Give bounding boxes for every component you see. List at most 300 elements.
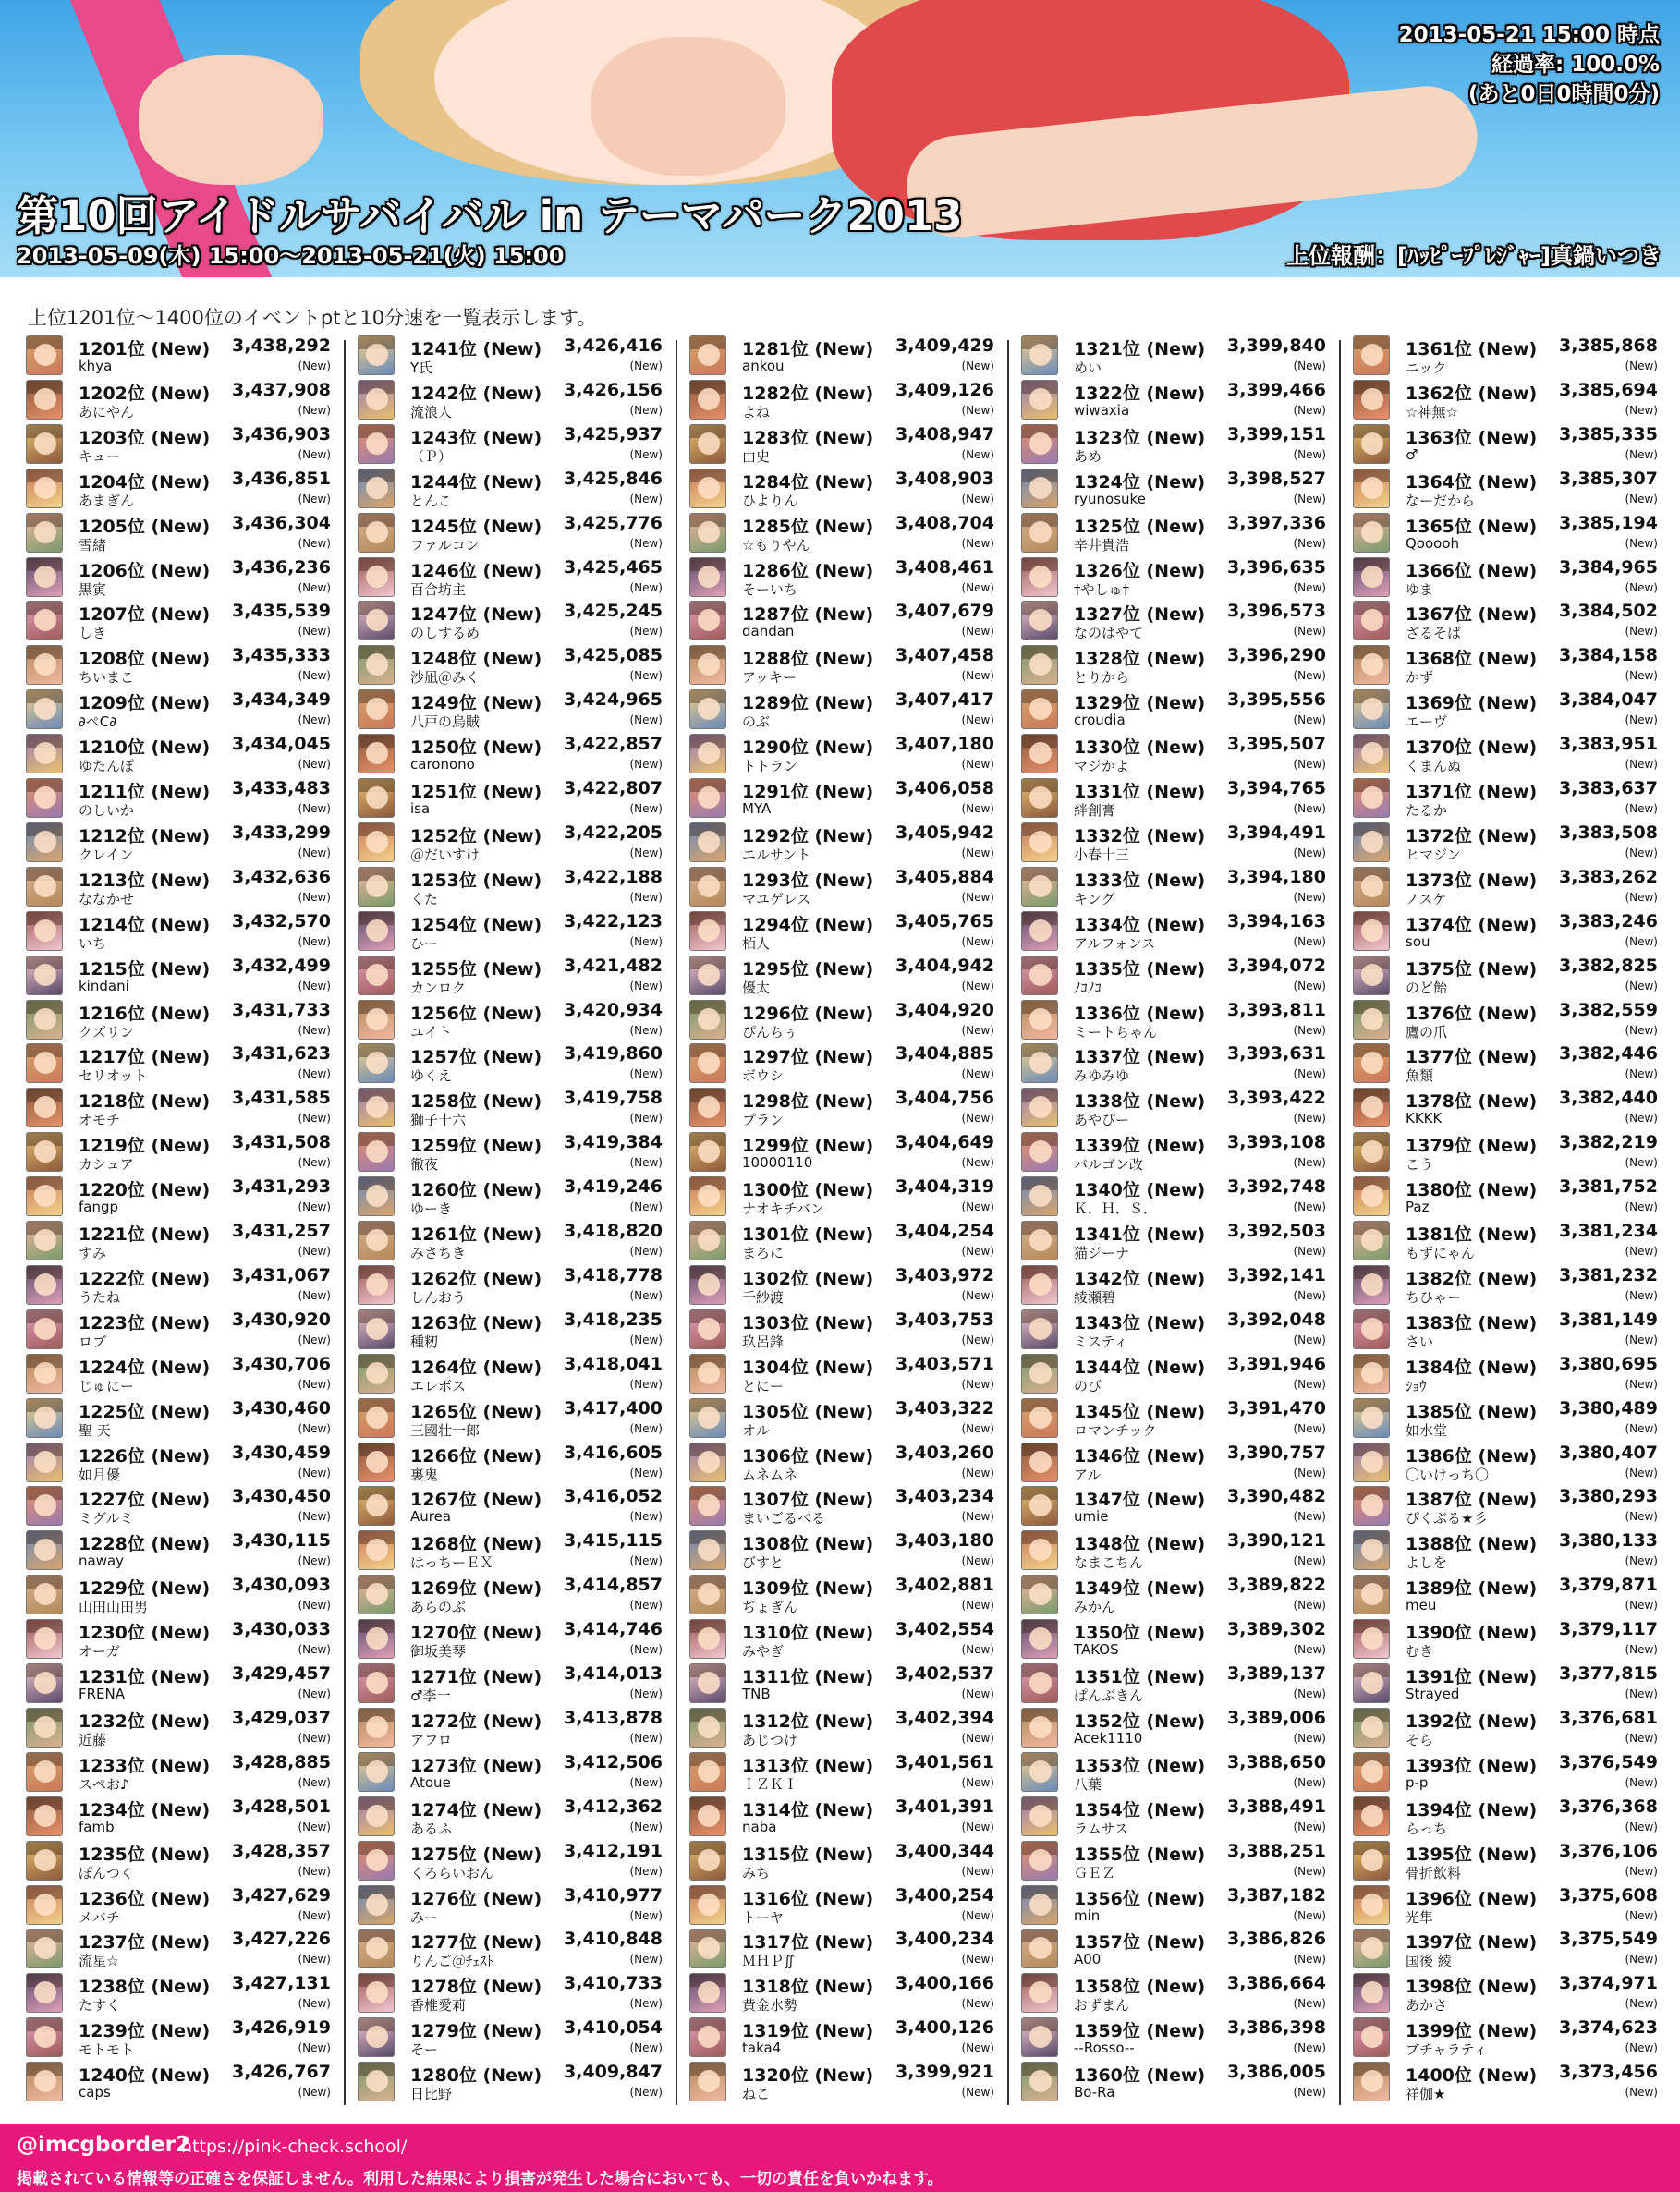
idol-avatar bbox=[26, 867, 63, 907]
player-name: Atoue bbox=[410, 1773, 451, 1791]
rank-label: 1246位 (New) bbox=[410, 560, 542, 581]
idol-avatar bbox=[1353, 1796, 1390, 1836]
event-points: 3,380,695 bbox=[1559, 1353, 1658, 1374]
event-points: 3,425,085 bbox=[564, 645, 663, 666]
ten-minute-speed: (New) bbox=[1625, 1023, 1658, 1037]
event-points: 3,382,446 bbox=[1559, 1043, 1658, 1065]
ranking-row bbox=[1017, 2059, 1330, 2103]
rank-label: 1336位 (New) bbox=[1074, 1003, 1206, 1024]
event-points: 3,436,903 bbox=[232, 423, 331, 444]
ranking-row bbox=[1017, 1794, 1330, 1838]
ranking-row bbox=[22, 1351, 335, 1395]
event-points: 3,438,292 bbox=[232, 335, 331, 356]
event-points: 3,381,232 bbox=[1559, 1264, 1658, 1285]
rank-label: 1318位 (New) bbox=[742, 1977, 874, 1998]
rank-label: 1240位 (New) bbox=[79, 2065, 211, 2087]
column-divider bbox=[344, 340, 346, 2105]
player-name: トトラン bbox=[742, 758, 798, 775]
player-name: ぢょぎん bbox=[742, 1599, 798, 1616]
rank-label: 1252位 (New) bbox=[410, 825, 542, 846]
idol-avatar bbox=[358, 1663, 395, 1703]
event-points: 3,394,765 bbox=[1227, 778, 1326, 798]
ten-minute-speed: (New) bbox=[629, 1687, 663, 1700]
rank-label: 1371位 (New) bbox=[1406, 782, 1538, 802]
ranking-row bbox=[354, 2015, 666, 2059]
ranking-row bbox=[1017, 554, 1330, 599]
event-points: 3,422,205 bbox=[564, 822, 663, 843]
ten-minute-speed: (New) bbox=[1293, 1245, 1326, 1258]
ten-minute-speed: (New) bbox=[1293, 713, 1326, 727]
rank-label: 1206位 (New) bbox=[79, 560, 211, 581]
ten-minute-speed: (New) bbox=[629, 2086, 663, 2100]
rank-label: 1255位 (New) bbox=[410, 958, 542, 980]
idol-avatar bbox=[1021, 1530, 1058, 1570]
ten-minute-speed: (New) bbox=[1625, 1288, 1658, 1302]
ten-minute-speed: (New) bbox=[961, 403, 994, 417]
rank-label: 1202位 (New) bbox=[79, 383, 211, 404]
rank-label: 1226位 (New) bbox=[79, 1445, 211, 1467]
rank-label: 1263位 (New) bbox=[410, 1312, 542, 1333]
ranking-row bbox=[22, 1661, 335, 1705]
rank-label: 1288位 (New) bbox=[742, 649, 874, 670]
idol-avatar bbox=[358, 1354, 395, 1394]
event-points: 3,393,422 bbox=[1227, 1088, 1326, 1109]
ten-minute-speed: (New) bbox=[629, 1377, 663, 1391]
ten-minute-speed: (New) bbox=[961, 1333, 994, 1346]
idol-avatar bbox=[689, 822, 726, 862]
player-name: ミートちゃん bbox=[1074, 1023, 1158, 1041]
player-name: みさちき bbox=[410, 1245, 467, 1261]
ranking-row bbox=[1349, 775, 1662, 820]
event-points: 3,394,163 bbox=[1227, 910, 1326, 932]
event-points: 3,386,398 bbox=[1227, 2017, 1326, 2039]
player-name: キュー bbox=[79, 447, 121, 465]
player-name: 聖 天 bbox=[79, 1421, 111, 1439]
idol-avatar bbox=[1021, 1973, 1058, 2013]
ranking-row bbox=[1349, 1174, 1662, 1218]
ten-minute-speed: (New) bbox=[1293, 1510, 1326, 1524]
ranking-row bbox=[354, 1838, 666, 1882]
event-points: 3,380,293 bbox=[1559, 1486, 1658, 1507]
rank-label: 1272位 (New) bbox=[410, 1711, 542, 1732]
idol-avatar bbox=[1021, 645, 1058, 685]
player-name: 日比野 bbox=[410, 2086, 453, 2103]
event-points: 3,434,045 bbox=[232, 734, 331, 755]
player-name: バルゴン改 bbox=[1074, 1156, 1144, 1174]
rank-label: 1237位 (New) bbox=[79, 1932, 211, 1954]
ten-minute-speed: (New) bbox=[1293, 1200, 1326, 1214]
rank-label: 1344位 (New) bbox=[1074, 1357, 1206, 1378]
player-name: ＠だいすけ bbox=[410, 846, 481, 863]
idol-avatar bbox=[689, 513, 726, 553]
ranking-row bbox=[1349, 1307, 1662, 1351]
ten-minute-speed: (New) bbox=[1293, 1997, 1326, 2011]
ten-minute-speed: (New) bbox=[961, 1466, 994, 1480]
event-points: 3,425,465 bbox=[564, 556, 663, 578]
ten-minute-speed: (New) bbox=[1625, 1864, 1658, 1878]
ten-minute-speed: (New) bbox=[298, 359, 331, 372]
ten-minute-speed: (New) bbox=[1625, 2041, 1658, 2055]
ranking-row bbox=[1349, 731, 1662, 775]
ranking-row bbox=[1349, 1572, 1662, 1616]
rank-label: 1286位 (New) bbox=[742, 560, 874, 581]
idol-avatar bbox=[26, 689, 63, 729]
idol-avatar bbox=[689, 645, 726, 685]
player-name: キング bbox=[1074, 890, 1115, 907]
event-points: 3,375,549 bbox=[1559, 1929, 1658, 1950]
ten-minute-speed: (New) bbox=[961, 1288, 994, 1302]
ranking-row bbox=[686, 333, 998, 377]
event-points: 3,374,971 bbox=[1559, 1973, 1658, 1994]
ranking-row bbox=[686, 510, 998, 554]
ranking-row bbox=[22, 1616, 335, 1661]
rank-label: 1260位 (New) bbox=[410, 1180, 542, 1201]
ranking-row bbox=[686, 1440, 998, 1484]
event-points: 3,379,871 bbox=[1559, 1575, 1658, 1596]
ten-minute-speed: (New) bbox=[1293, 1288, 1326, 1302]
event-points: 3,393,108 bbox=[1227, 1132, 1326, 1153]
event-points: 3,384,502 bbox=[1559, 601, 1658, 622]
rank-label: 1233位 (New) bbox=[79, 1755, 211, 1776]
idol-avatar bbox=[358, 1708, 395, 1748]
rank-label: 1301位 (New) bbox=[742, 1224, 874, 1245]
event-points: 3,394,491 bbox=[1227, 822, 1326, 843]
player-name: めい bbox=[1074, 359, 1102, 376]
idol-avatar bbox=[358, 1132, 395, 1172]
rank-label: 1251位 (New) bbox=[410, 782, 542, 802]
idol-avatar bbox=[358, 911, 395, 951]
event-points: 3,436,851 bbox=[232, 468, 331, 489]
ten-minute-speed: (New) bbox=[1293, 758, 1326, 772]
event-points: 3,434,349 bbox=[232, 689, 331, 711]
ten-minute-speed: (New) bbox=[1625, 1731, 1658, 1745]
rank-label: 1248位 (New) bbox=[410, 649, 542, 670]
ten-minute-speed: (New) bbox=[1293, 1023, 1326, 1037]
player-name: ブチャラティ bbox=[1406, 2041, 1488, 2059]
player-name: みゆみゆ bbox=[1074, 1067, 1130, 1085]
idol-avatar bbox=[1021, 734, 1058, 773]
rank-label: 1245位 (New) bbox=[410, 516, 542, 537]
player-name: Bo-Ra bbox=[1074, 2084, 1115, 2101]
ten-minute-speed: (New) bbox=[961, 890, 994, 904]
rank-label: 1221位 (New) bbox=[79, 1224, 211, 1245]
idol-avatar bbox=[1021, 380, 1058, 420]
player-name: メバチ bbox=[79, 1908, 120, 1926]
ten-minute-speed: (New) bbox=[1293, 1731, 1326, 1745]
ranking-row bbox=[1017, 953, 1330, 997]
ten-minute-speed: (New) bbox=[629, 979, 663, 992]
event-points: 3,382,559 bbox=[1559, 999, 1658, 1020]
ten-minute-speed: (New) bbox=[961, 758, 994, 772]
ranking-row bbox=[22, 2059, 335, 2103]
rank-label: 1387位 (New) bbox=[1406, 1490, 1538, 1511]
idol-avatar bbox=[1021, 1221, 1058, 1260]
player-name: ちひゃー bbox=[1406, 1288, 1462, 1306]
player-name: 由史 bbox=[742, 447, 771, 465]
player-name: 小春十三 bbox=[1074, 846, 1130, 863]
player-name: ナオキチバン bbox=[742, 1200, 824, 1218]
ten-minute-speed: (New) bbox=[298, 1023, 331, 1037]
idol-avatar bbox=[358, 822, 395, 862]
twitter-handle-link[interactable]: @imcgborder2 bbox=[17, 2133, 190, 2157]
ten-minute-speed: (New) bbox=[961, 1421, 994, 1435]
player-name: あやぴー bbox=[1074, 1112, 1130, 1129]
rank-label: 1376位 (New) bbox=[1406, 1003, 1538, 1024]
rank-label: 1313位 (New) bbox=[742, 1755, 874, 1776]
ranking-row bbox=[1017, 1572, 1330, 1616]
idol-avatar bbox=[358, 689, 395, 729]
rank-label: 1340位 (New) bbox=[1074, 1180, 1206, 1201]
ten-minute-speed: (New) bbox=[1293, 1421, 1326, 1435]
idol-avatar bbox=[1353, 1265, 1390, 1305]
idol-avatar bbox=[1353, 1929, 1390, 1968]
ranking-row bbox=[1017, 1882, 1330, 1927]
ranking-row bbox=[1017, 642, 1330, 687]
ten-minute-speed: (New) bbox=[1625, 1510, 1658, 1524]
rank-label: 1222位 (New) bbox=[79, 1268, 211, 1289]
event-points: 3,386,664 bbox=[1227, 1973, 1326, 1994]
player-name: 種籾 bbox=[410, 1333, 439, 1350]
ten-minute-speed: (New) bbox=[298, 1599, 331, 1613]
ten-minute-speed: (New) bbox=[961, 2041, 994, 2055]
ten-minute-speed: (New) bbox=[298, 1200, 331, 1214]
ten-minute-speed: (New) bbox=[1625, 1687, 1658, 1700]
idol-avatar bbox=[689, 1530, 726, 1570]
ranking-row bbox=[1017, 1351, 1330, 1395]
idol-avatar bbox=[26, 645, 63, 685]
ranking-row bbox=[22, 1307, 335, 1351]
idol-avatar bbox=[689, 557, 726, 597]
rank-label: 1396位 (New) bbox=[1406, 1888, 1538, 1909]
rank-label: 1220位 (New) bbox=[79, 1180, 211, 1201]
rank-label: 1268位 (New) bbox=[410, 1534, 542, 1555]
ranking-row bbox=[686, 1572, 998, 1616]
idol-avatar bbox=[1021, 601, 1058, 640]
idol-avatar bbox=[1021, 424, 1058, 464]
player-name: セリオット bbox=[79, 1067, 148, 1085]
player-name: wiwaxia bbox=[1074, 401, 1130, 419]
rank-label: 1274位 (New) bbox=[410, 1799, 542, 1821]
player-name: あまぎん bbox=[79, 492, 135, 509]
player-name: （Ｐ） bbox=[410, 447, 453, 465]
ranking-row bbox=[354, 1794, 666, 1838]
event-points: 3,425,776 bbox=[564, 512, 663, 533]
rank-label: 1307位 (New) bbox=[742, 1490, 874, 1511]
snapshot-timestamp: 2013-05-21 15:00 時点 bbox=[1398, 23, 1660, 47]
ranking-row bbox=[354, 333, 666, 377]
player-name: TNB bbox=[742, 1686, 771, 1702]
rank-label: 1335位 (New) bbox=[1074, 958, 1206, 980]
event-points: 3,382,440 bbox=[1559, 1088, 1658, 1109]
ten-minute-speed: (New) bbox=[298, 1245, 331, 1258]
rank-label: 1249位 (New) bbox=[410, 693, 542, 714]
event-points: 3,422,857 bbox=[564, 734, 663, 755]
rank-label: 1351位 (New) bbox=[1074, 1667, 1206, 1687]
rank-label: 1368位 (New) bbox=[1406, 649, 1538, 670]
ten-minute-speed: (New) bbox=[629, 1067, 663, 1081]
rank-label: 1267位 (New) bbox=[410, 1490, 542, 1511]
ten-minute-speed: (New) bbox=[1293, 1864, 1326, 1878]
ranking-row bbox=[686, 953, 998, 997]
rank-label: 1345位 (New) bbox=[1074, 1401, 1206, 1422]
rank-label: 1217位 (New) bbox=[79, 1047, 211, 1068]
idol-avatar bbox=[1353, 601, 1390, 640]
player-name: 魚類 bbox=[1406, 1067, 1434, 1085]
idol-avatar bbox=[358, 601, 395, 640]
ten-minute-speed: (New) bbox=[629, 447, 663, 461]
ten-minute-speed: (New) bbox=[1625, 1775, 1658, 1789]
ten-minute-speed: (New) bbox=[298, 1288, 331, 1302]
idol-avatar bbox=[1353, 734, 1390, 773]
ranking-row bbox=[686, 1528, 998, 1572]
event-points: 3,381,752 bbox=[1559, 1176, 1658, 1198]
ranking-row bbox=[1017, 997, 1330, 1041]
rank-label: 1364位 (New) bbox=[1406, 471, 1538, 493]
idol-avatar bbox=[358, 778, 395, 818]
ten-minute-speed: (New) bbox=[961, 1820, 994, 1833]
ten-minute-speed: (New) bbox=[1625, 1953, 1658, 1967]
ten-minute-speed: (New) bbox=[961, 1908, 994, 1922]
ranking-row bbox=[1017, 598, 1330, 642]
ten-minute-speed: (New) bbox=[961, 1200, 994, 1214]
ten-minute-speed: (New) bbox=[298, 1731, 331, 1745]
idol-avatar bbox=[1021, 1929, 1058, 1968]
player-name: のしいか bbox=[79, 802, 135, 819]
ranking-row bbox=[354, 1616, 666, 1661]
rank-label: 1316位 (New) bbox=[742, 1888, 874, 1909]
player-name: とりから bbox=[1074, 669, 1130, 687]
site-url-link[interactable]: https://pink-check.school/ bbox=[181, 2137, 408, 2157]
player-name: まろに bbox=[742, 1245, 785, 1261]
idol-avatar bbox=[1353, 956, 1390, 995]
event-points: 3,389,006 bbox=[1227, 1707, 1326, 1728]
rank-label: 1283位 (New) bbox=[742, 427, 874, 448]
event-points: 3,390,482 bbox=[1227, 1486, 1326, 1507]
idol-avatar bbox=[26, 1663, 63, 1703]
player-name: MYA bbox=[742, 800, 772, 817]
player-name: オル bbox=[742, 1421, 771, 1439]
ten-minute-speed: (New) bbox=[629, 580, 663, 594]
player-name: 綾瀬碧 bbox=[1074, 1288, 1116, 1306]
player-name: khya bbox=[79, 358, 113, 374]
ranking-row bbox=[1349, 554, 1662, 599]
rank-label: 1290位 (New) bbox=[742, 737, 874, 759]
ten-minute-speed: (New) bbox=[1293, 669, 1326, 683]
rank-label: 1284位 (New) bbox=[742, 471, 874, 493]
ranking-row bbox=[22, 731, 335, 775]
player-name: オーガ bbox=[79, 1643, 120, 1661]
player-name: ankou bbox=[742, 358, 785, 374]
player-name: はっちーＥＸ bbox=[410, 1554, 494, 1572]
ranking-row bbox=[354, 1970, 666, 2015]
event-points: 3,397,336 bbox=[1227, 512, 1326, 533]
player-name: Ｋ．Ｈ．Ｓ． bbox=[1074, 1200, 1158, 1218]
player-name: ｼｮｳ bbox=[1406, 1377, 1427, 1394]
ranking-row bbox=[354, 421, 666, 466]
event-points: 3,431,733 bbox=[232, 999, 331, 1020]
player-name: 黄金水勢 bbox=[742, 1997, 798, 2015]
ten-minute-speed: (New) bbox=[1625, 1908, 1658, 1922]
elapsed-rate: 経過率: 100.0% bbox=[1491, 53, 1660, 77]
idol-avatar bbox=[1353, 1530, 1390, 1570]
event-points: 3,380,489 bbox=[1559, 1397, 1658, 1419]
ten-minute-speed: (New) bbox=[298, 1421, 331, 1435]
player-name: 八葉 bbox=[1074, 1775, 1102, 1793]
player-name: ねこ bbox=[742, 2086, 771, 2103]
ten-minute-speed: (New) bbox=[1625, 1245, 1658, 1258]
ten-minute-speed: (New) bbox=[629, 1908, 663, 1922]
event-points: 3,403,753 bbox=[895, 1309, 994, 1330]
ten-minute-speed: (New) bbox=[629, 1731, 663, 1745]
idol-avatar bbox=[26, 822, 63, 862]
event-points: 3,430,033 bbox=[232, 1619, 331, 1640]
player-name: ゆーき bbox=[410, 1200, 453, 1218]
ten-minute-speed: (New) bbox=[629, 1023, 663, 1037]
event-points: 3,383,951 bbox=[1559, 734, 1658, 755]
idol-avatar bbox=[689, 911, 726, 951]
rank-label: 1383位 (New) bbox=[1406, 1312, 1538, 1333]
rank-label: 1391位 (New) bbox=[1406, 1667, 1538, 1687]
rank-label: 1214位 (New) bbox=[79, 914, 211, 935]
ten-minute-speed: (New) bbox=[1293, 890, 1326, 904]
rank-label: 1241位 (New) bbox=[410, 339, 542, 359]
event-points: 3,385,307 bbox=[1559, 468, 1658, 489]
event-points: 3,404,885 bbox=[895, 1043, 994, 1065]
player-name: ♂李一 bbox=[410, 1687, 451, 1704]
event-points: 3,395,556 bbox=[1227, 689, 1326, 711]
ranking-row bbox=[354, 775, 666, 820]
player-name: ＩＺＫＩ bbox=[742, 1775, 798, 1793]
event-points: 3,405,942 bbox=[895, 822, 994, 843]
ranking-row bbox=[686, 1129, 998, 1174]
ten-minute-speed: (New) bbox=[1293, 625, 1326, 639]
ranking-row bbox=[686, 421, 998, 466]
event-points: 3,392,503 bbox=[1227, 1221, 1326, 1241]
ten-minute-speed: (New) bbox=[298, 758, 331, 772]
ten-minute-speed: (New) bbox=[629, 802, 663, 815]
ten-minute-speed: (New) bbox=[629, 1820, 663, 1833]
rank-label: 1325位 (New) bbox=[1074, 516, 1206, 537]
event-points: 3,388,251 bbox=[1227, 1840, 1326, 1861]
player-name: そら bbox=[1406, 1731, 1434, 1748]
ten-minute-speed: (New) bbox=[1625, 536, 1658, 550]
rank-label: 1319位 (New) bbox=[742, 2021, 874, 2042]
ten-minute-speed: (New) bbox=[961, 1510, 994, 1524]
idol-avatar bbox=[689, 1708, 726, 1748]
event-points: 3,392,048 bbox=[1227, 1309, 1326, 1330]
ranking-row bbox=[22, 1749, 335, 1794]
event-points: 3,376,368 bbox=[1559, 1796, 1658, 1817]
idol-avatar bbox=[689, 2062, 726, 2101]
ten-minute-speed: (New) bbox=[1293, 1687, 1326, 1700]
event-points: 3,425,245 bbox=[564, 601, 663, 622]
idol-avatar bbox=[358, 1443, 395, 1482]
event-points: 3,400,234 bbox=[895, 1929, 994, 1950]
ranking-row bbox=[354, 2059, 666, 2103]
ranking-row bbox=[22, 1262, 335, 1307]
ranking-row bbox=[22, 1882, 335, 1927]
rank-label: 1326位 (New) bbox=[1074, 560, 1206, 581]
ranking-row bbox=[354, 1926, 666, 1970]
idol-avatar bbox=[1353, 1841, 1390, 1881]
rank-label: 1292位 (New) bbox=[742, 825, 874, 846]
event-points: 3,408,947 bbox=[895, 423, 994, 444]
idol-avatar bbox=[689, 1796, 726, 1836]
ten-minute-speed: (New) bbox=[961, 1731, 994, 1745]
event-points: 3,389,137 bbox=[1227, 1663, 1326, 1684]
idol-avatar bbox=[358, 557, 395, 597]
ranking-row bbox=[686, 1926, 998, 1970]
